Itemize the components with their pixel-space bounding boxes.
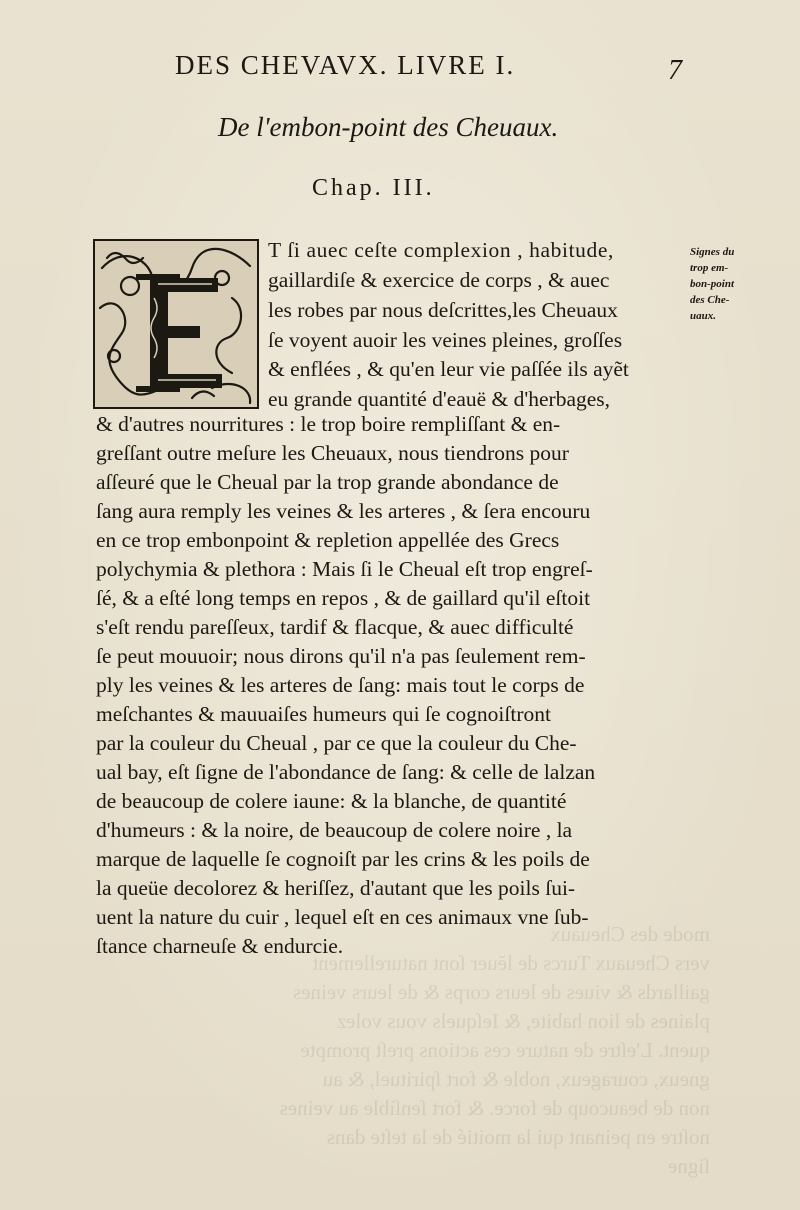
- body-line: ſtance charneuſe & endurcie.: [96, 934, 344, 958]
- bleed-line: ſigne: [668, 1154, 710, 1178]
- body-line: T ſi auec ceſte complexion , habitude,: [268, 238, 614, 262]
- body-line: marque de laquelle ſe cognoiſt par les crins & les poils de: [96, 847, 590, 871]
- ornamental-initial-e: [92, 238, 260, 410]
- body-line: ſang aura remply les veines & les arteres , & ſera encouru: [96, 499, 591, 523]
- body-line: ſe peut mouuoir; nous dirons qu'il n'a pas ſeulement rem-: [96, 644, 586, 668]
- running-head: DES CHEVAVX. LIVRE I.: [175, 50, 516, 80]
- margin-note-line: trop em-: [690, 262, 729, 274]
- body-line: ual bay, eſt ſigne de l'abondance de ſang: & celle de lalzan: [96, 760, 596, 784]
- body-line: meſchantes & mauuaiſes humeurs qui ſe cognoiſtront: [96, 702, 551, 726]
- body-line: les robes par nous deſcrittes,les Cheuaux: [268, 298, 618, 322]
- bleed-line: gaillards & viues de leurs corps & de leurs veines: [293, 980, 710, 1004]
- chapter-number: Chap. III.: [312, 175, 435, 201]
- body-line: & d'autres nourritures : le trop boire rempliſſant & en-: [96, 412, 561, 436]
- margin-note-line: bon-point: [690, 278, 735, 290]
- margin-note: [690, 244, 764, 324]
- body-line: d'humeurs : & la noire, de beaucoup de colere noire , la: [96, 818, 573, 842]
- bleed-line: mode des Cheuaux: [550, 922, 710, 946]
- body-line: eu grande quantité d'eauë & d'herbages,: [268, 387, 611, 411]
- bleed-line: vers Cheuaux Turcs de lĕuer ſont naturellement: [312, 951, 710, 975]
- margin-note-line: des Che-: [690, 294, 730, 306]
- bleed-line: plaines de lion habite, & Ieſquels vous volez: [336, 1009, 710, 1033]
- margin-note-line: uaux.: [690, 310, 716, 322]
- body-line: ply les veines & les arteres de ſang: mais tout le corps de: [96, 673, 585, 697]
- bleed-line: gneux, courageux, noble & fort ſpirituel, & au: [322, 1067, 710, 1091]
- body-line: en ce trop embonpoint & repletion appellée des Grecs: [96, 528, 560, 552]
- page-number: 7: [668, 55, 682, 86]
- body-line: s'eſt rendu pareſſeux, tardif & flacque, & auec difficulté: [96, 615, 574, 639]
- body-line: polychymia & plethora : Mais ſi le Cheual eſt trop engreſ-: [96, 557, 593, 581]
- margin-note-line: Signes du: [690, 246, 735, 258]
- body-line: ſe voyent auoir les veines pleines, groſſes: [268, 328, 623, 352]
- bleed-line: noſtre en peinant qui la moitié de la teſte dans: [326, 1125, 710, 1149]
- bleed-line: quent. L'eſtre de nature ces actions preſt prompte: [300, 1038, 710, 1062]
- ornamental-initial-e-icon: [92, 238, 260, 410]
- chapter-title: De l'embon-point des Cheuaux.: [218, 112, 559, 142]
- body-line: par la couleur du Cheual , par ce que la couleur du Che-: [96, 731, 577, 755]
- body-line: de beaucoup de colere iaune: & la blanche, de quantité: [96, 789, 567, 813]
- body-line: ſé, & a eſté long temps en repos , & de gaillard qu'il eſtoit: [96, 586, 591, 610]
- body-line: aſſeuré que le Cheual par la trop grande abondance de: [96, 470, 559, 494]
- body-line: gaillardiſe & exercice de corps , & auec: [268, 268, 610, 292]
- bleed-line: non de beaucoup de force. & fort ſenſible au veines: [279, 1096, 710, 1120]
- body-line: uent la nature du cuir , lequel eſt en ces animaux vne ſub-: [96, 905, 589, 929]
- body-line: & enflées , & qu'en leur vie paſſée ils ayẽt: [268, 357, 629, 381]
- body-line: la queüe decolorez & heriſſez, d'autant que les poils ſui-: [96, 876, 576, 900]
- body-line: greſſant outre meſure les Cheuaux, nous tiendrons pour: [96, 441, 569, 465]
